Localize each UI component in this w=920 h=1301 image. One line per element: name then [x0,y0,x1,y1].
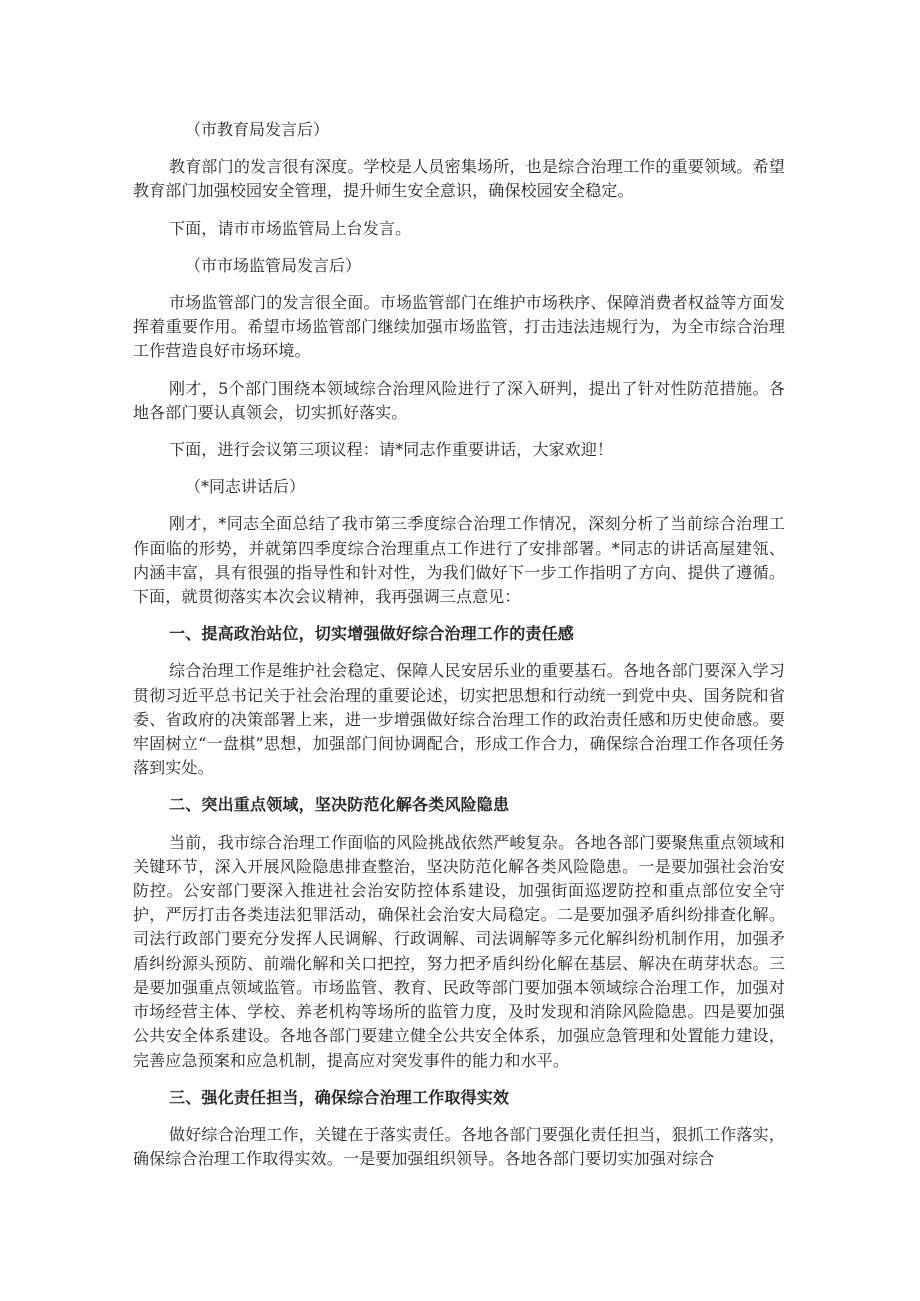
body-paragraph: 当前，我市综合治理工作面临的风险挑战依然严峻复杂。各地各部门要聚焦重点领域和关键环节，深入开展风险隐患排查整治，坚决防范化解各类风险隐患。一是要加强社会治安防控。公安部门要深入推进社会治安防控体系建设，加强街面巡逻防控和重点部位安全守护，严厉打击各类违法犯罪活动，确保社会治安大局稳定。二是要加强矛盾纠纷排查化解。司法行政部门要充分发挥人民调解、行政调解、司法调解等多元化解纠纷机制作用，加强矛盾纠纷源头预防、前端化解和关口把控，努力把矛盾纠纷化解在基层、解决在萌芽状态。三是要加强重点领域监管。市场监管、教育、民政等部门要加强本领域综合治理工作，加强对市场经营主体、学校、养老机构等场所的监管力度，及时发现和消除风险隐患。四是要加强公共安全体系建设。各地各部门要建立健全公共安全体系，加强应急管理和处置能力建设，完善应急预案和应急机制，提高应对突发事件的能力和水平。 [133,832,785,1070]
stage-note: （*同志讲话后） [185,477,306,497]
body-paragraph: 做好综合治理工作，关键在于落实责任。各地各部门要强化责任担当，狠抓工作落实，确保综合治理工作取得实效。一是要加强组织领导。各地各部门要切实加强对综合 [133,1124,785,1169]
section-heading-3: 三、强化责任担当，确保综合治理工作取得实效 [169,1087,510,1107]
section-heading-2: 二、突出重点领域，坚决防范化解各类风险隐患 [169,795,510,815]
body-paragraph: 刚才，*同志全面总结了我市第三季度综合治理工作情况，深刻分析了当前综合治理工作面临的形势，并就第四季度综合治理重点工作进行了安排部署。*同志的讲话高屋建瓴、内涵丰富，具有很强的指导性和针对性，为我们做好下一步工作指明了方向、提供了遵循。下面，就贯彻落实本次会议精神，我再强调三点意见： [133,514,785,607]
body-paragraph: 教育部门的发言很有深度。学校是人员密集场所，也是综合治理工作的重要领域。希望教育部门加强校园安全管理，提升师生安全意识，确保校园安全稳定。 [133,157,785,201]
document-page [133,118,785,1171]
stage-note: （市教育局发言后） [185,120,330,139]
body-paragraph: 下面，请市市场监管局上台发言。 [169,218,412,238]
body-paragraph: 综合治理工作是维护社会稳定、保障人民安居乐业的重要基石。各地各部门要深入学习贯彻习近平总书记关于社会治理的重要论述，切实把思想和行动统一到党中央、国务院和省委、省政府的决策部署上来，进一步增强做好综合治理工作的政治责任感和历史使命感。要牢固树立“一盘棋”思想，加强部门间协调配合，形成工作合力，确保综合治理工作各项任务落到实处。 [133,661,785,778]
stage-note: （市市场监管局发言后） [185,255,362,275]
body-paragraph: 刚才，5个部门围绕本领域综合治理风险进行了深入研判，提出了针对性防范措施。各地各部门要认真领会，切实抓好落实。 [133,378,785,422]
body-paragraph: 下面，进行会议第三项议程：请*同志作重要讲话，大家欢迎！ [169,440,614,460]
section-heading-1: 一、提高政治站位，切实增强做好综合治理工作的责任感 [169,624,575,644]
body-paragraph: 市场监管部门的发言很全面。市场监管部门在维护市场秩序、保障消费者权益等方面发挥着重要作用。希望市场监管部门继续加强市场监管，打击违法违规行为，为全市综合治理工作营造良好市场环境。 [133,293,785,361]
